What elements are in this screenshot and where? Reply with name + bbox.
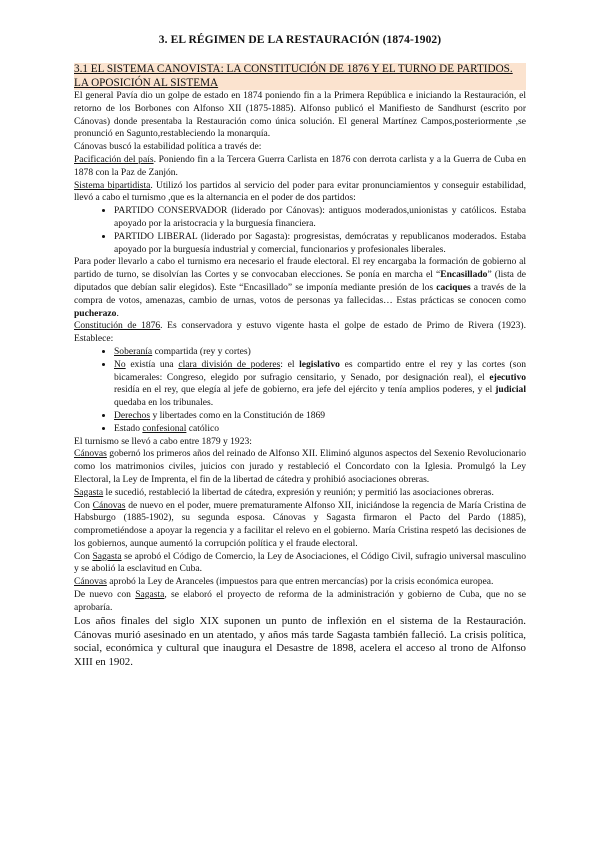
canovas-term: Cánovas	[74, 448, 107, 460]
canovas-term: Cánovas	[92, 499, 126, 511]
constitucion-paragraph	[74, 320, 526, 346]
pucherazo-term: pucherazo	[74, 307, 117, 319]
sagasta-term: Sagasta	[92, 550, 122, 562]
ejecutivo-term: ejecutivo	[489, 371, 526, 383]
constitucion-text: . Es conservadora y estuvo vigente hasta el golpe de estado de Primo de Rivera (1923). Establece:	[74, 320, 526, 345]
judicial-term: judicial	[495, 384, 526, 396]
final-paragraph: Los años finales del siglo XIX suponen un punto de inflexión en el sistema de la Restauración. Cánovas murió asesinado en un atentado, y años más tarde Sagasta también falleció. La crisis política, social, económica y cultural que inaugura el Desastre de 1898, acelera el acceso al trono de Alfonso XIII en 1902.	[74, 614, 526, 669]
turnismo-paragraph: El turnismo se llevó a cabo entre 1879 y 1923:	[74, 435, 252, 447]
constitucion-term: Constitución de 1876	[74, 320, 161, 332]
confesional-text-a: Estado	[114, 422, 143, 434]
poderes-text-b: : el	[280, 358, 300, 370]
list-item-liberal: • PARTIDO LIBERAL (liderado por Sagasta): progresistas, demócratas y republicanos moderados. Estaba apoyado por la burguesía industrial y comercial, funcionarios y profesionales liberales.	[114, 231, 526, 257]
intro-paragraph: El general Pavía dio un golpe de estado en 1874 poniendo fin a la Primera República e iniciando la Restauración, el retorno de los Borbones con Alfonso XII (1875-1885). Alfonso publicó el Manifiesto de Sandhurst (escrito por Cánovas) donde presentaba la Restauración como única solución. El general Martínez Campos,posteriormente ,se pronunció en Sagunto,restableciendo la monarquía.	[74, 90, 526, 140]
confesional-term: confesional	[142, 422, 187, 434]
canovas-1-paragraph	[74, 448, 526, 486]
canovas-2-text: de nuevo en el poder, muere prematuramente Alfonso XII, iniciándose la regencia de María Cristina de Habsburgo (1885-1902), su segunda esposa. Cánovas y Sagasta firmaron el Pacto del Pardo (1885), comprometiéndose a apoyar la regencia y a facilitar el relevo en el gobierno. María Cristina respetó las decisiones de los gobiernos, aunque aumentó la corrupción política y el fraude electoral.	[74, 499, 526, 549]
poderes-text-d: residía en el rey, que elegía al jefe de gobierno, era jefe del ejército y tenía amplios poderes, y el	[114, 384, 496, 396]
bipartidismo-paragraph	[74, 180, 526, 206]
pacificacion-paragraph	[74, 154, 526, 180]
sagasta-2-prefix: Con	[74, 550, 93, 562]
canovas-1-text: gobernó los primeros años del reinado de Alfonso XII. Eliminó algunos aspectos del Sexenio Revolucionario como los matrimonios civiles, juicios con jurado y restableció el Concordato con la Iglesia. Promulgó la Ley Electoral, la Ley de Imprenta, el fin de la libertad de cátedra y prohibió asociaciones obreras.	[74, 448, 526, 485]
confesional-text-b: católico	[186, 422, 219, 434]
list-item-confesional	[114, 423, 526, 436]
sagasta-3-prefix: De nuevo con	[74, 589, 136, 601]
poderes-text-c: es compartido entre el rey y las cortes (son bicamerales: Congreso, elegido por sufragio censitario, y Senado, por designación real), el	[114, 358, 526, 383]
no-term: No	[114, 358, 126, 370]
sagasta-term: Sagasta	[135, 589, 165, 601]
caciques-term: caciques	[436, 281, 471, 293]
poderes-text-a: existía una	[125, 358, 179, 370]
bipartidismo-term: Sistema bipartidista	[74, 179, 151, 191]
sagasta-term: Sagasta	[74, 486, 104, 498]
list-item-soberania	[114, 346, 526, 359]
canovas-2-paragraph	[74, 500, 526, 551]
canovas-3-text: aprobó la Ley de Aranceles (impuestos para que entren mercancías) por la crisis económica europea.	[106, 576, 494, 588]
canovas-3-paragraph	[74, 576, 526, 589]
canovas-term: Cánovas	[74, 576, 107, 588]
encasillado-term: Encasillado	[440, 269, 488, 281]
list-item-conservador: • PARTIDO CONSERVADOR (liderado por Cánovas): antiguos moderados,unionistas y católicos. Estaba apoyado por la aristocracia y la burguesía financiera.	[114, 205, 526, 231]
constitucion-list	[74, 346, 526, 436]
division-poderes-term: clara división de poderes	[178, 358, 281, 370]
fraude-paragraph	[74, 256, 526, 320]
legislativo-term: legislativo	[299, 358, 340, 370]
bipartidismo-text: . Utilizó los partidos al servicio del poder para evitar pronunciamientos y conseguir estabilidad, llevó a cabo el turnismo ,que es la alternancia en el poder de dos partidos:	[74, 179, 526, 204]
estabilidad-paragraph: Cánovas buscó la estabilidad política a través de:	[74, 141, 262, 153]
section-heading: 3.1 EL SISTEMA CANOVISTA: LA CONSTITUCIÓN DE 1876 Y EL TURNO DE PARTIDOS. LA OPOSICIÓN AL SISTEMA	[74, 63, 526, 90]
page-title: 3. EL RÉGIMEN DE LA RESTAURACIÓN (1874-1902)	[158, 34, 442, 46]
sagasta-1-text: le sucedió, restableció la libertad de cátedra, expresión y reunión; y permitió las asociaciones obreras.	[103, 486, 494, 498]
partidos-list	[74, 205, 526, 256]
soberania-term: Soberanía	[114, 345, 153, 357]
derechos-text: y libertades como en la Constitución de 1869	[150, 409, 326, 421]
pacificacion-term: Pacificación del país	[74, 153, 154, 165]
list-item-derechos	[114, 410, 526, 423]
fraude-text-1: Para poder llevarlo a cabo el turnismo era necesario el fraude electoral. El rey encargaba la formación de gobierno al partido de turno, se disolvían las Cortes y se convocaban elecciones. Se ponía en marcha el “	[74, 256, 526, 281]
poderes-text-e: quedaba en los tribunales.	[114, 397, 214, 409]
fraude-text-4: .	[116, 307, 119, 319]
pacificacion-text: . Poniendo fin a la Tercera Guerra Carlista en 1876 con derrota carlista y a la Guerra de Cuba en 1878 con la Paz de Zanjón.	[74, 153, 526, 178]
fraude-text-3: a través de la compra de votos, amenazas, cambio de urnas, votos de personas ya fallecidas… Estas prácticas se conocen como	[74, 281, 526, 306]
derechos-term: Derechos	[114, 409, 151, 421]
list-item-poderes	[114, 359, 526, 410]
sagasta-1-paragraph	[74, 487, 526, 500]
soberania-text: compartida (rey y cortes)	[152, 345, 251, 357]
sagasta-2-text: se aprobó el Código de Comercio, la Ley de Asociaciones, el Código Civil, sufragio universal masculino y se abolió la esclavitud en Cuba.	[74, 550, 526, 575]
sagasta-2-paragraph	[74, 551, 526, 577]
canovas-2-prefix: Con	[74, 499, 93, 511]
sagasta-3-text: , se elaboró el proyecto de reforma de la administración y gobierno de Cuba, que no se aprobaría.	[74, 589, 526, 613]
sagasta-3-paragraph	[74, 589, 526, 615]
fraude-text-2: ” (lista de diputados que debían salir elegidos). Este “Encasillado” se imponía mediante presión de los	[74, 269, 526, 293]
